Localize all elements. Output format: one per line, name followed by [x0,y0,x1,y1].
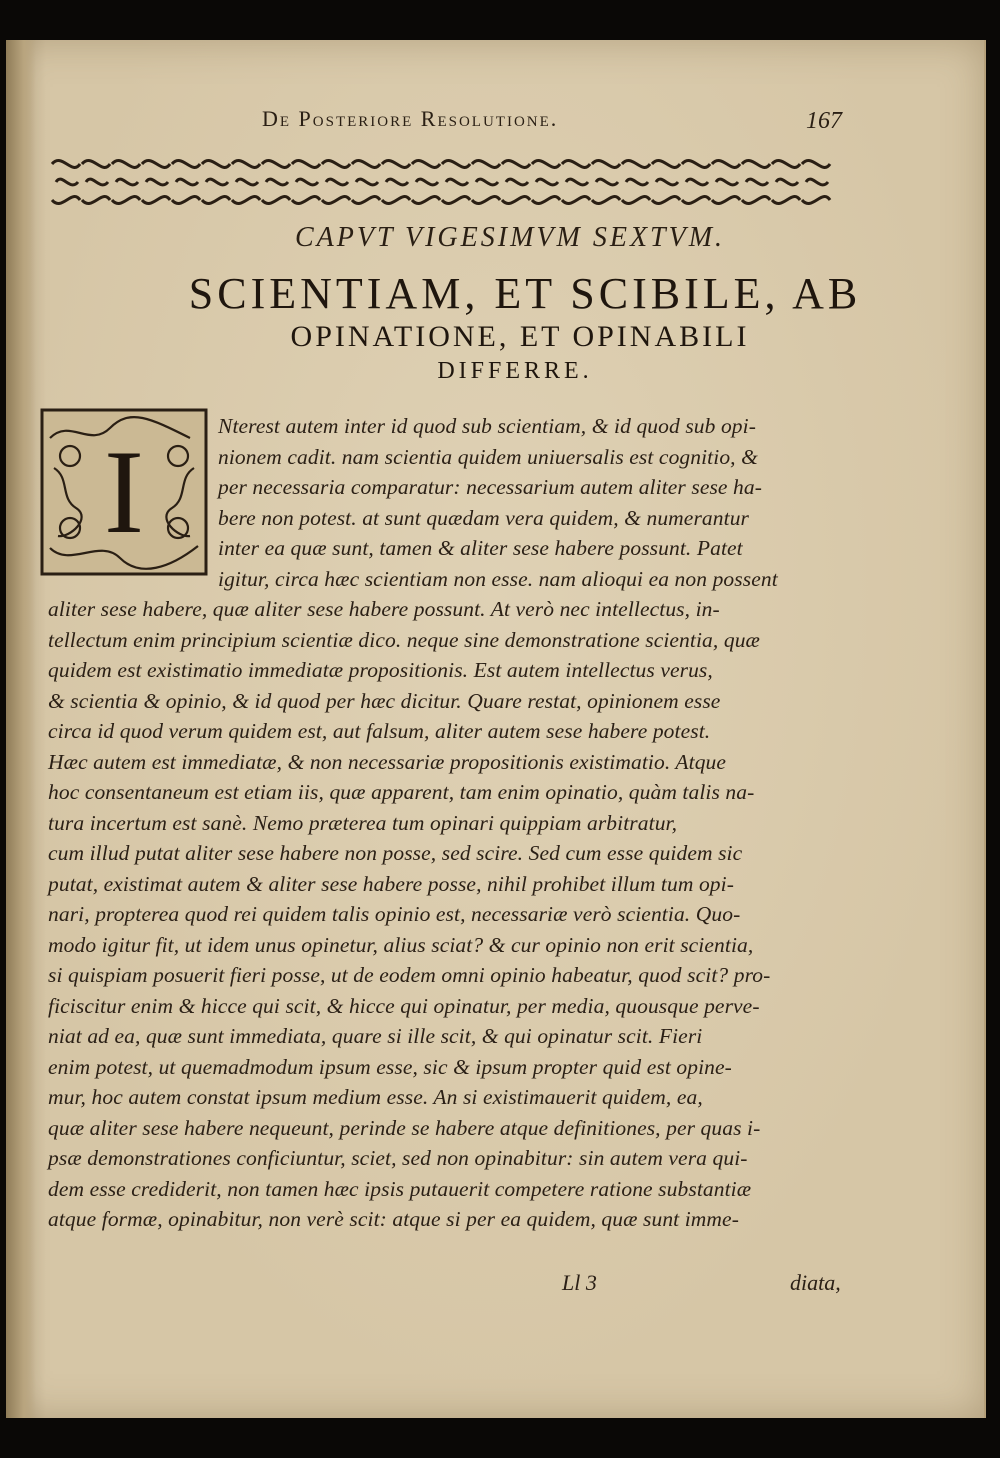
body-line: Hæc autem est immediatæ, & non necessariæ propositionis existimatio. Atque [48,749,727,774]
body-line: psæ demonstrationes conficiuntur, sciet, sed non opinabitur: sin autem vera qui- [48,1146,748,1170]
running-title: De Posteriore Resolutione. [262,106,559,131]
body-line: bere non potest. at sunt quædam vera quidem, & numerantur [218,505,750,530]
signature-mark: Ll 3 [562,1270,597,1295]
body-line: & scientia & opinio, & id quod per hæc dicitur. Quare restat, opinionem esse [48,688,721,713]
chapter-title-line-3: DIFFERRE. [437,358,593,384]
ornament-motif [202,161,230,204]
body-line: tellectum enim principium scientiæ dico. neque sine demonstratione scientia, quæ [48,627,760,652]
body-line: dem esse crediderit, non tamen hæc ipsis putauerit competere ratione substantiæ [48,1176,752,1201]
body-line: ficiscitur enim & hicce qui scit, & hicce qui opinatur, per media, quousque perve- [48,993,760,1018]
body-line: si quispiam posuerit fieri posse, ut de eodem omni opinio habeatur, quod scit? pro- [48,963,771,987]
decorated-initial-letter [40,408,208,576]
body-line: cum illud putat aliter sese habere non posse, sed scire. Sed cum esse quidem sic [48,841,743,865]
body-line: aliter sese habere, quæ aliter sese habere possunt. At verò nec intellectus, in- [48,597,720,621]
ornament-motif [682,161,710,204]
ornament-motif [592,161,620,204]
ornament-motif [742,161,770,204]
ornament-motif [562,161,590,204]
ornament-motif [382,161,410,204]
chapter-title-line-2: OPINATIONE, ET OPINABILI [290,320,750,353]
body-line: quidem est existimatio immediatæ propositionis. Est autem intellectus verus, [48,658,713,682]
headpiece-ornament [48,150,834,214]
ornament-motif [292,161,320,204]
body-line: tura incertum est sanè. Nemo præterea tum opinari quippiam arbitratur, [48,810,678,835]
chapter-title-line-1: SCIENTIAM, ET SCIBILE, AB [188,269,862,318]
body-line: igitur, circa hæc scientiam non esse. nam alioqui ea non possent [218,566,778,591]
ornament-motif [112,161,140,204]
ornament-motif [802,161,830,204]
ornament-motif [502,161,530,204]
ornament-motif [412,161,440,204]
ornament-motif [442,161,470,204]
ornament-motif [532,161,560,204]
ornament-motif [262,161,290,204]
body-line: enim potest, ut quemadmodum ipsum esse, sic & ipsum propter quid est opine- [48,1054,732,1079]
body-line: hoc consentaneum est etiam iis, quæ apparent, tam enim opinatio, quàm talis na- [48,780,755,804]
ornament-motif [52,161,80,204]
ornament-motif [82,161,110,204]
catchword: diata, [790,1270,841,1295]
ornament-motif [772,161,800,204]
ornament-motif [232,161,260,204]
body-line: per necessaria comparatur: necessarium autem aliter sese ha- [218,475,763,499]
ornament-motif [352,161,380,204]
body-line: nionem cadit. nam scientia quidem uniuersalis est cognitio, & [218,444,758,469]
body-line: niat ad ea, quæ sunt immediata, quare si ille scit, & qui opinatur scit. Fieri [48,1024,703,1048]
body-line: nari, propterea quod rei quidem talis opinio est, necessariæ verò scientia. Quo- [48,902,741,926]
initial-letter: I [104,425,144,558]
ornament-motif [172,161,200,204]
ornament-motif [652,161,680,204]
body-line: mur, hoc autem constat ipsum medium esse. An si existimauerit quidem, ea, [48,1085,703,1109]
body-line: inter ea quæ sunt, tamen & aliter sese habere possunt. Patet [218,536,743,560]
body-line: quæ aliter sese habere nequeunt, perinde se habere atque definitiones, per quas i- [48,1115,761,1140]
ornament-motif [712,161,740,204]
page-number: 167 [806,108,842,134]
body-line: Nterest autem inter id quod sub scientiam, & id quod sub opi- [218,414,756,438]
ornament-motif [142,161,170,204]
body-line: circa id quod verum quidem est, aut falsum, aliter autem sese habere potest. [48,719,711,743]
body-line: modo igitur fit, ut idem unus opinetur, alius sciat? & cur opinio non erit scientia, [48,932,754,957]
chapter-label: CAPVT VIGESIMVM SEXTVM. [294,222,726,253]
ornament-motif [322,161,350,204]
ornament-motif [472,161,500,204]
body-line: atque formæ, opinabitur, non verè scit: atque si per ea quidem, quæ sunt imme- [48,1207,739,1231]
ornament-motif [622,161,650,204]
body-line: putat, existimat autem & aliter sese habere posse, nihil prohibet illum tum opi- [48,871,734,896]
